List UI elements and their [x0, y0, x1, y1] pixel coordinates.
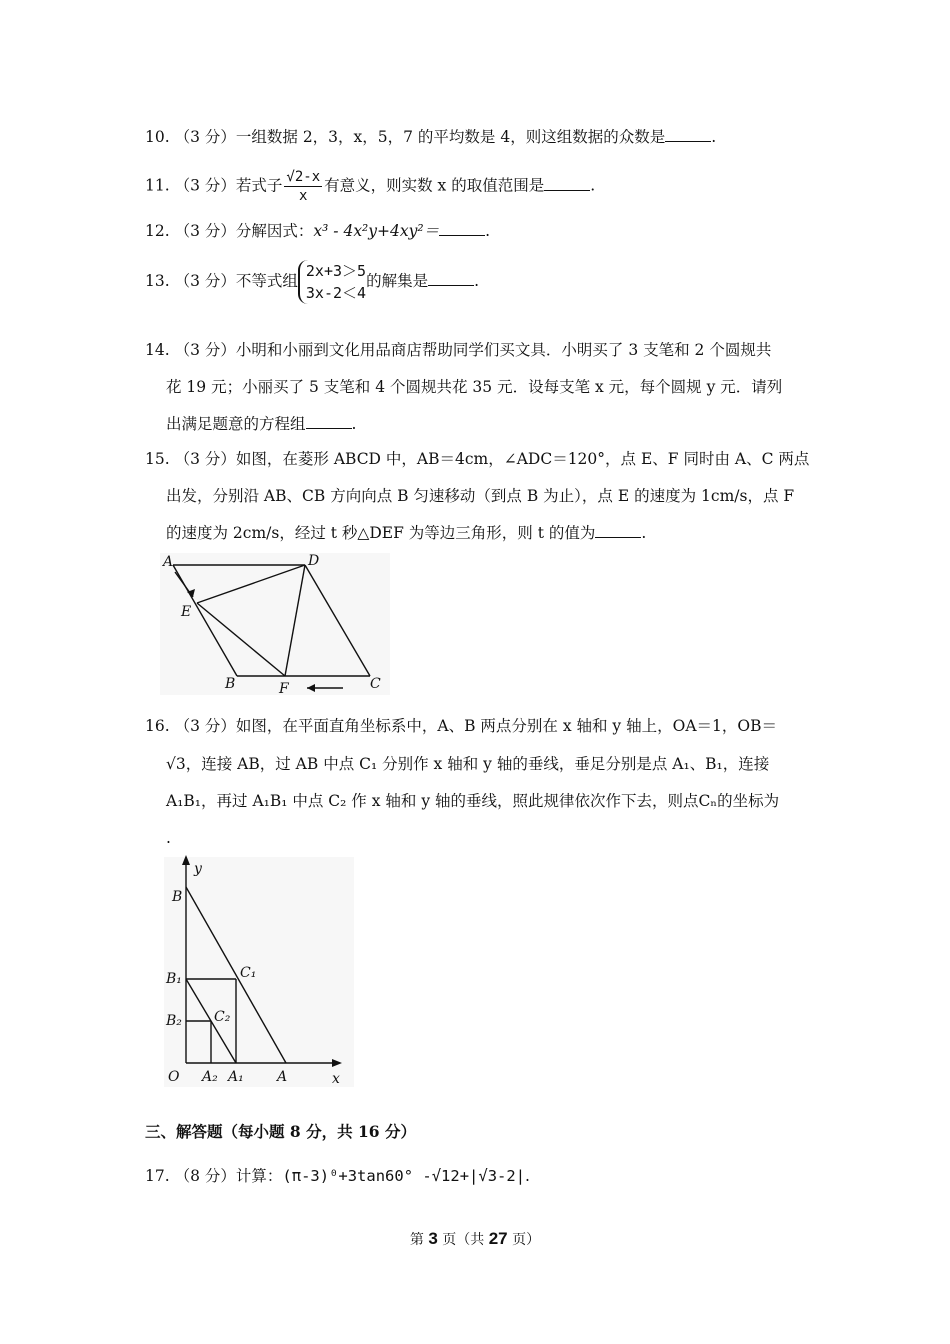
question-number: 13.	[145, 272, 170, 290]
question-score: （3 分）	[174, 222, 236, 240]
fraction	[284, 168, 322, 205]
fraction-numerator: √2-x	[286, 169, 321, 185]
label-b1: B₁	[166, 971, 182, 987]
question-16-line-3: A₁B₁，再过 A₁B₁ 中点 C₂ 作 x 轴和 y 轴的垂线，照此规律依次作下去，则点Cₙ的坐标为	[166, 792, 780, 810]
question-text: 一组数据 2，3，x，5，7 的平均数是 4，则这组数据的众数是	[235, 128, 666, 146]
period: .	[711, 128, 717, 146]
question-16-line-1	[145, 716, 777, 736]
section-heading: 三、解答题（每小题 8 分，共 16 分）	[145, 1122, 416, 1141]
question-13	[145, 260, 479, 304]
total-pages: 27	[488, 1229, 508, 1248]
label-b: B	[225, 676, 236, 692]
question-10	[145, 127, 716, 147]
answer-blank	[544, 176, 590, 191]
period: .	[525, 1167, 530, 1185]
question-text: 如图，在平面直角坐标系中，A、B 两点分别在 x 轴和 y 轴上，OA＝1，OB＝	[235, 717, 777, 735]
question-text: 分解因式：	[235, 222, 314, 240]
footer-text: 页（共	[442, 1232, 485, 1248]
figure-background	[160, 553, 390, 695]
question-number: 16.	[145, 717, 170, 735]
question-12	[145, 221, 490, 241]
question-15-line-1	[145, 449, 809, 469]
question-number: 11.	[145, 176, 170, 195]
label-d: D	[308, 553, 320, 569]
question-14-line-2: 花 19 元；小丽买了 5 支笔和 4 个圆规共花 35 元．设每支笔 x 元，每个圆规 y 元．请列	[166, 378, 783, 396]
label-c: C	[370, 676, 381, 692]
label-a2: A₂	[202, 1069, 218, 1085]
label-a: A	[277, 1069, 288, 1085]
inequality-system	[298, 260, 366, 304]
answer-blank	[428, 271, 474, 286]
label-a1: A₁	[228, 1069, 244, 1085]
question-15-line-3	[166, 523, 646, 543]
page-number: 3	[428, 1229, 438, 1248]
label-y: y	[194, 861, 202, 877]
period: .	[351, 415, 357, 433]
question-14-line-3	[166, 414, 356, 434]
footer-text: 页）	[512, 1232, 541, 1248]
question-score: （3 分）	[174, 272, 236, 290]
answer-blank	[595, 523, 641, 538]
label-o: O	[168, 1069, 180, 1085]
answer-blank	[306, 414, 352, 429]
answer-blank	[439, 221, 485, 236]
label-x: x	[332, 1071, 340, 1087]
question-number: 15.	[145, 450, 170, 468]
question-score: （3 分）	[174, 128, 236, 146]
label-c2: C₂	[214, 1009, 231, 1025]
question-11	[145, 168, 595, 205]
question-text: 若式子	[235, 176, 283, 195]
question-text: 的解集是	[366, 272, 429, 290]
label-f: F	[279, 681, 289, 697]
math-expression: (π-3)⁰+3tan60° -√12+|√3-2|	[282, 1167, 526, 1185]
question-number: 14.	[145, 341, 170, 359]
question-score: （8 分）	[174, 1167, 236, 1185]
footer-text: 第	[409, 1232, 424, 1248]
question-14-line-1	[145, 340, 771, 360]
inequality-row: 3x-2＜4	[305, 284, 367, 302]
question-16-line-4: .	[166, 829, 171, 847]
question-text: 如图，在菱形 ABCD 中，AB＝4cm，∠ADC＝120°，点 E、F 同时由 A、C 两点	[235, 450, 810, 468]
period: .	[641, 524, 647, 542]
question-number: 17.	[145, 1167, 170, 1185]
question-score: （3 分）	[174, 717, 236, 735]
period: .	[590, 176, 596, 195]
label-c1: C₁	[240, 965, 257, 981]
rhombus-figure	[155, 548, 395, 698]
label-a: A	[163, 554, 174, 570]
period: .	[485, 222, 491, 240]
question-text: 不等式组	[235, 272, 298, 290]
question-17	[145, 1166, 530, 1186]
question-16-line-2: √3，连接 AB，过 AB 中点 C₁ 分别作 x 轴和 y 轴的垂线，垂足分别是点 A₁、B₁，连接	[166, 755, 770, 773]
question-text: 有意义，则实数 x 的取值范围是	[324, 176, 545, 195]
question-15-line-2: 出发，分别沿 AB、CB 方向向点 B 匀速移动（到点 B 为止），点 E 的速度为 1cm/s，点 F	[166, 487, 795, 505]
page-footer	[0, 1229, 950, 1249]
question-text: 计算：	[235, 1167, 283, 1185]
question-score: （3 分）	[174, 450, 236, 468]
label-b2: B₂	[166, 1013, 182, 1029]
answer-blank	[665, 127, 711, 142]
label-b: B	[172, 889, 183, 905]
question-number: 12.	[145, 222, 170, 240]
math-expression: x³ - 4x²y+4xy²＝	[313, 222, 440, 240]
question-number: 10.	[145, 128, 170, 146]
period: .	[474, 272, 480, 290]
question-text: 出满足题意的方程组	[166, 415, 306, 433]
label-e: E	[181, 604, 192, 620]
question-text: 的速度为 2cm/s，经过 t 秒△DEF 为等边三角形，则 t 的值为	[166, 524, 596, 542]
question-score: （3 分）	[174, 341, 236, 359]
fraction-denominator: x	[299, 188, 308, 204]
coordinate-figure	[160, 855, 360, 1090]
question-text: 小明和小丽到文化用品商店帮助同学们买文具．小明买了 3 支笔和 2 个圆规共	[235, 341, 772, 359]
figure-background	[164, 857, 354, 1087]
question-score: （3 分）	[174, 176, 236, 195]
inequality-row: 2x+3＞5	[305, 262, 367, 280]
